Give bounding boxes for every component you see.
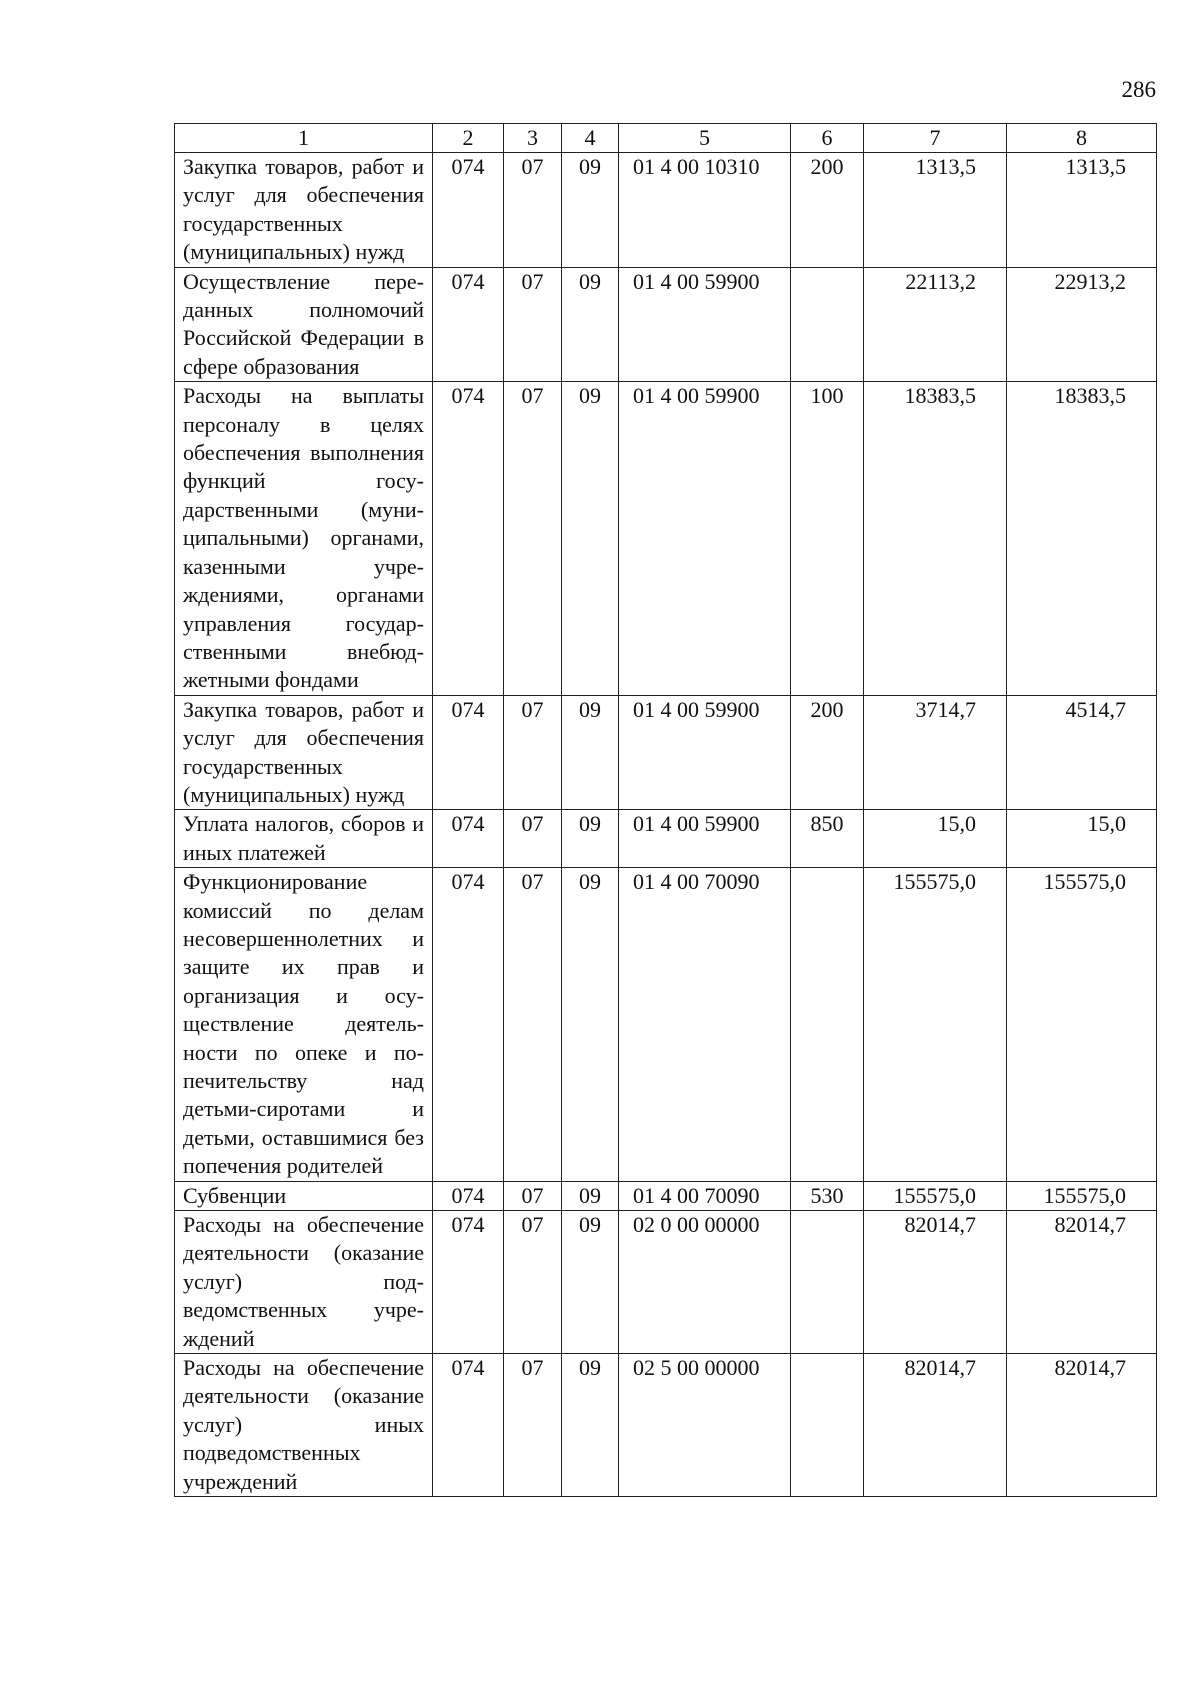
subsection-code: 09	[562, 868, 619, 1181]
expense-type-code	[791, 868, 864, 1181]
table-row	[175, 1181, 1157, 1210]
amount-col7: 155575,0	[864, 1181, 1007, 1210]
expense-name: Закупка товаров, работ и услуг для обеспечения государственных (муниципальных) нужд	[175, 153, 433, 268]
ministry-code: 074	[433, 1181, 504, 1210]
table-row	[175, 153, 1157, 268]
target-article-code: 01 4 00 10310	[619, 153, 791, 268]
expense-name: Субвенции	[175, 1181, 433, 1210]
table-row	[175, 868, 1157, 1181]
target-article-code: 01 4 00 70090	[619, 1181, 791, 1210]
target-article-code: 01 4 00 59900	[619, 695, 791, 810]
expense-name: Функционирование комиссий по делам несовершеннолетних и защите их прав и организация и осуществление деятельности по опеке и попечительству над детьми-сиротами и детьми, оставшимися без попечения родителей	[175, 868, 433, 1181]
column-header: 8	[1007, 124, 1157, 153]
column-header: 6	[791, 124, 864, 153]
amount-col7: 18383,5	[864, 382, 1007, 695]
column-header: 7	[864, 124, 1007, 153]
target-article-code: 01 4 00 59900	[619, 382, 791, 695]
section-code: 07	[504, 153, 562, 268]
amount-col8: 4514,7	[1007, 695, 1157, 810]
ministry-code: 074	[433, 868, 504, 1181]
expense-type-code	[791, 267, 864, 382]
subsection-code: 09	[562, 153, 619, 268]
table-row	[175, 1354, 1157, 1497]
section-code: 07	[504, 382, 562, 695]
section-code: 07	[504, 1211, 562, 1354]
amount-col8: 155575,0	[1007, 1181, 1157, 1210]
section-code: 07	[504, 267, 562, 382]
amount-col8: 82014,7	[1007, 1354, 1157, 1497]
target-article-code: 02 0 00 00000	[619, 1211, 791, 1354]
expense-name: Расходы на обеспечение деятельности (оказание услуг) иных подведомственных учреждений	[175, 1354, 433, 1497]
subsection-code: 09	[562, 1211, 619, 1354]
amount-col7: 82014,7	[864, 1211, 1007, 1354]
amount-col8: 15,0	[1007, 810, 1157, 868]
ministry-code: 074	[433, 810, 504, 868]
subsection-code: 09	[562, 267, 619, 382]
amount-col7: 3714,7	[864, 695, 1007, 810]
expense-type-code	[791, 1211, 864, 1354]
amount-col8: 22913,2	[1007, 267, 1157, 382]
amount-col7: 15,0	[864, 810, 1007, 868]
ministry-code: 074	[433, 153, 504, 268]
ministry-code: 074	[433, 1354, 504, 1497]
target-article-code: 02 5 00 00000	[619, 1354, 791, 1497]
column-header: 3	[504, 124, 562, 153]
table-row	[175, 695, 1157, 810]
amount-col7: 155575,0	[864, 868, 1007, 1181]
expense-type-code	[791, 1354, 864, 1497]
table-row	[175, 267, 1157, 382]
table-row	[175, 382, 1157, 695]
target-article-code: 01 4 00 59900	[619, 267, 791, 382]
ministry-code: 074	[433, 695, 504, 810]
column-header: 1	[175, 124, 433, 153]
page-number: 286	[1121, 77, 1156, 102]
section-code: 07	[504, 1181, 562, 1210]
section-code: 07	[504, 868, 562, 1181]
amount-col7: 22113,2	[864, 267, 1007, 382]
expense-name: Расходы на обеспечение деятельности (оказание услуг) подведомственных учреждений	[175, 1211, 433, 1354]
table-header-row	[175, 124, 1157, 153]
ministry-code: 074	[433, 267, 504, 382]
expense-name: Уплата налогов, сборов и иных платежей	[175, 810, 433, 868]
expense-type-code: 530	[791, 1181, 864, 1210]
expense-name: Расходы на выплаты персоналу в целях обеспечения выполнения функций государственными (муниципальными) органами, казенными учреждениями, органами управления государственными внебюджетными фондами	[175, 382, 433, 695]
amount-col7: 1313,5	[864, 153, 1007, 268]
subsection-code: 09	[562, 382, 619, 695]
amount-col8: 155575,0	[1007, 868, 1157, 1181]
section-code: 07	[504, 1354, 562, 1497]
column-header: 2	[433, 124, 504, 153]
subsection-code: 09	[562, 810, 619, 868]
expense-type-code: 100	[791, 382, 864, 695]
target-article-code: 01 4 00 59900	[619, 810, 791, 868]
column-header: 4	[562, 124, 619, 153]
ministry-code: 074	[433, 382, 504, 695]
expense-type-code: 200	[791, 695, 864, 810]
subsection-code: 09	[562, 1354, 619, 1497]
amount-col7: 82014,7	[864, 1354, 1007, 1497]
table-row	[175, 810, 1157, 868]
expense-type-code: 200	[791, 153, 864, 268]
expense-name: Закупка товаров, работ и услуг для обеспечения государственных (муниципальных) нужд	[175, 695, 433, 810]
table-row	[175, 1211, 1157, 1354]
amount-col8: 18383,5	[1007, 382, 1157, 695]
ministry-code: 074	[433, 1211, 504, 1354]
budget-table	[174, 123, 1157, 1497]
subsection-code: 09	[562, 695, 619, 810]
section-code: 07	[504, 695, 562, 810]
expense-name: Осуществление переданных полномочий Российской Федерации в сфере образования	[175, 267, 433, 382]
target-article-code: 01 4 00 70090	[619, 868, 791, 1181]
subsection-code: 09	[562, 1181, 619, 1210]
section-code: 07	[504, 810, 562, 868]
amount-col8: 82014,7	[1007, 1211, 1157, 1354]
amount-col8: 1313,5	[1007, 153, 1157, 268]
column-header: 5	[619, 124, 791, 153]
expense-type-code: 850	[791, 810, 864, 868]
